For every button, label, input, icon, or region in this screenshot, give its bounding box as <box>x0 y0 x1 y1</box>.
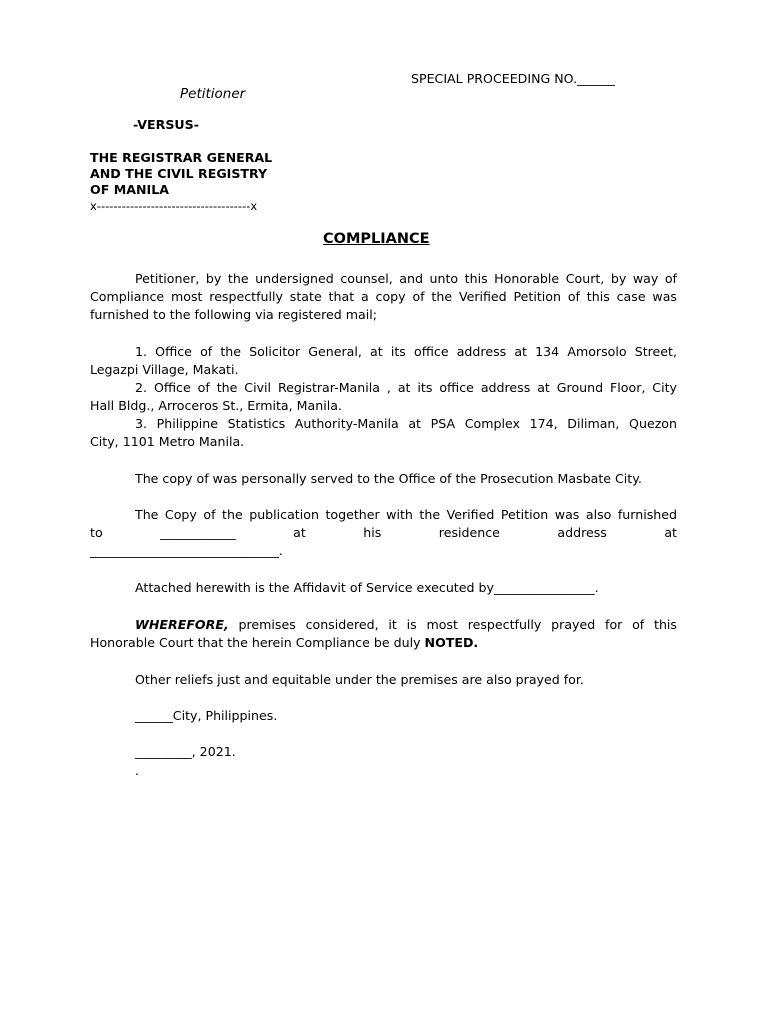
reliefs-line: Other reliefs just and equitable under the premises are also prayed for. <box>135 672 584 687</box>
city-line <box>90 707 677 725</box>
dot-text: . <box>135 763 140 778</box>
wherefore-paragraph <box>90 616 677 652</box>
wherefore-line-1 <box>90 616 677 634</box>
affidavit-paragraph <box>90 579 677 597</box>
served-paragraph <box>90 470 677 488</box>
intro-paragraph <box>90 270 677 324</box>
item-2-line-1: 2. Office of the Civil Registrar-Manila , at its office address at Ground Floor, City <box>135 380 677 395</box>
wherefore-text: premises considered, it is most respectfully prayed for of this <box>228 617 677 632</box>
respondent-line-1: THE REGISTRAR GENERAL <box>90 150 273 165</box>
publication-word: at <box>293 525 306 540</box>
date-line <box>90 743 677 761</box>
caption-separator: x-------------------------------------x <box>90 199 258 213</box>
publication-word: address <box>557 525 607 540</box>
item-2-line-2: Hall Bldg., Arroceros St., Ermita, Manila. <box>90 398 342 413</box>
publication-line-2 <box>90 524 677 542</box>
wherefore-line-2 <box>90 634 677 652</box>
intro-line-3: furnished to the following via registered mail; <box>90 307 378 322</box>
publication-word: to <box>90 525 103 540</box>
affidavit-line: Attached herewith is the Affidavit of Service executed by________________. <box>135 580 599 595</box>
item-1 <box>90 343 677 379</box>
item-3-line-2: City, 1101 Metro Manila. <box>90 434 245 449</box>
item-3 <box>90 415 677 451</box>
publication-word: residence <box>438 525 500 540</box>
publication-paragraph <box>90 506 677 560</box>
item-3-line-1: 3. Philippine Statistics Authority-Manila at PSA Complex 174, Diliman, Quezon <box>135 416 677 431</box>
intro-line-1: Petitioner, by the undersigned counsel, and unto this Honorable Court, by way of <box>135 271 677 286</box>
petitioner-label: Petitioner <box>180 86 246 102</box>
date-text: _________, 2021. <box>135 744 236 759</box>
respondent-line-2: AND THE CIVIL REGISTRY <box>90 166 268 181</box>
versus-label: -VERSUS- <box>133 117 199 132</box>
intro-line-2: Compliance most respectfully state that a copy of the Verified Petition of this case was <box>90 289 677 304</box>
item-1-line-2: Legazpi Village, Makati. <box>90 362 239 377</box>
publication-word: at <box>664 525 677 540</box>
item-1-line-1: 1. Office of the Solicitor General, at its office address at 134 Amorsolo Street, <box>135 344 677 359</box>
noted-keyword: NOTED. <box>424 635 479 650</box>
item-2 <box>90 379 677 415</box>
reliefs-paragraph <box>90 671 677 689</box>
respondent-line-3: OF MANILA <box>90 182 169 197</box>
case-number: SPECIAL PROCEEDING NO.______ <box>411 71 615 86</box>
document-title: COMPLIANCE <box>323 231 430 247</box>
recipient-blank: ____________ <box>160 525 236 540</box>
wherefore-text-2: Honorable Court that the herein Compliance be duly <box>90 635 425 650</box>
address-blank: ______________________________. <box>90 543 283 558</box>
publication-line-1: The Copy of the publication together with the Verified Petition was also furnished <box>135 507 677 522</box>
publication-word: his <box>363 525 382 540</box>
wherefore-keyword: WHEREFORE, <box>135 617 229 632</box>
served-line: The copy of was personally served to the Office of the Prosecution Masbate City. <box>135 471 642 486</box>
city-text: ______City, Philippines. <box>135 708 278 723</box>
trailing-dot <box>90 762 677 780</box>
